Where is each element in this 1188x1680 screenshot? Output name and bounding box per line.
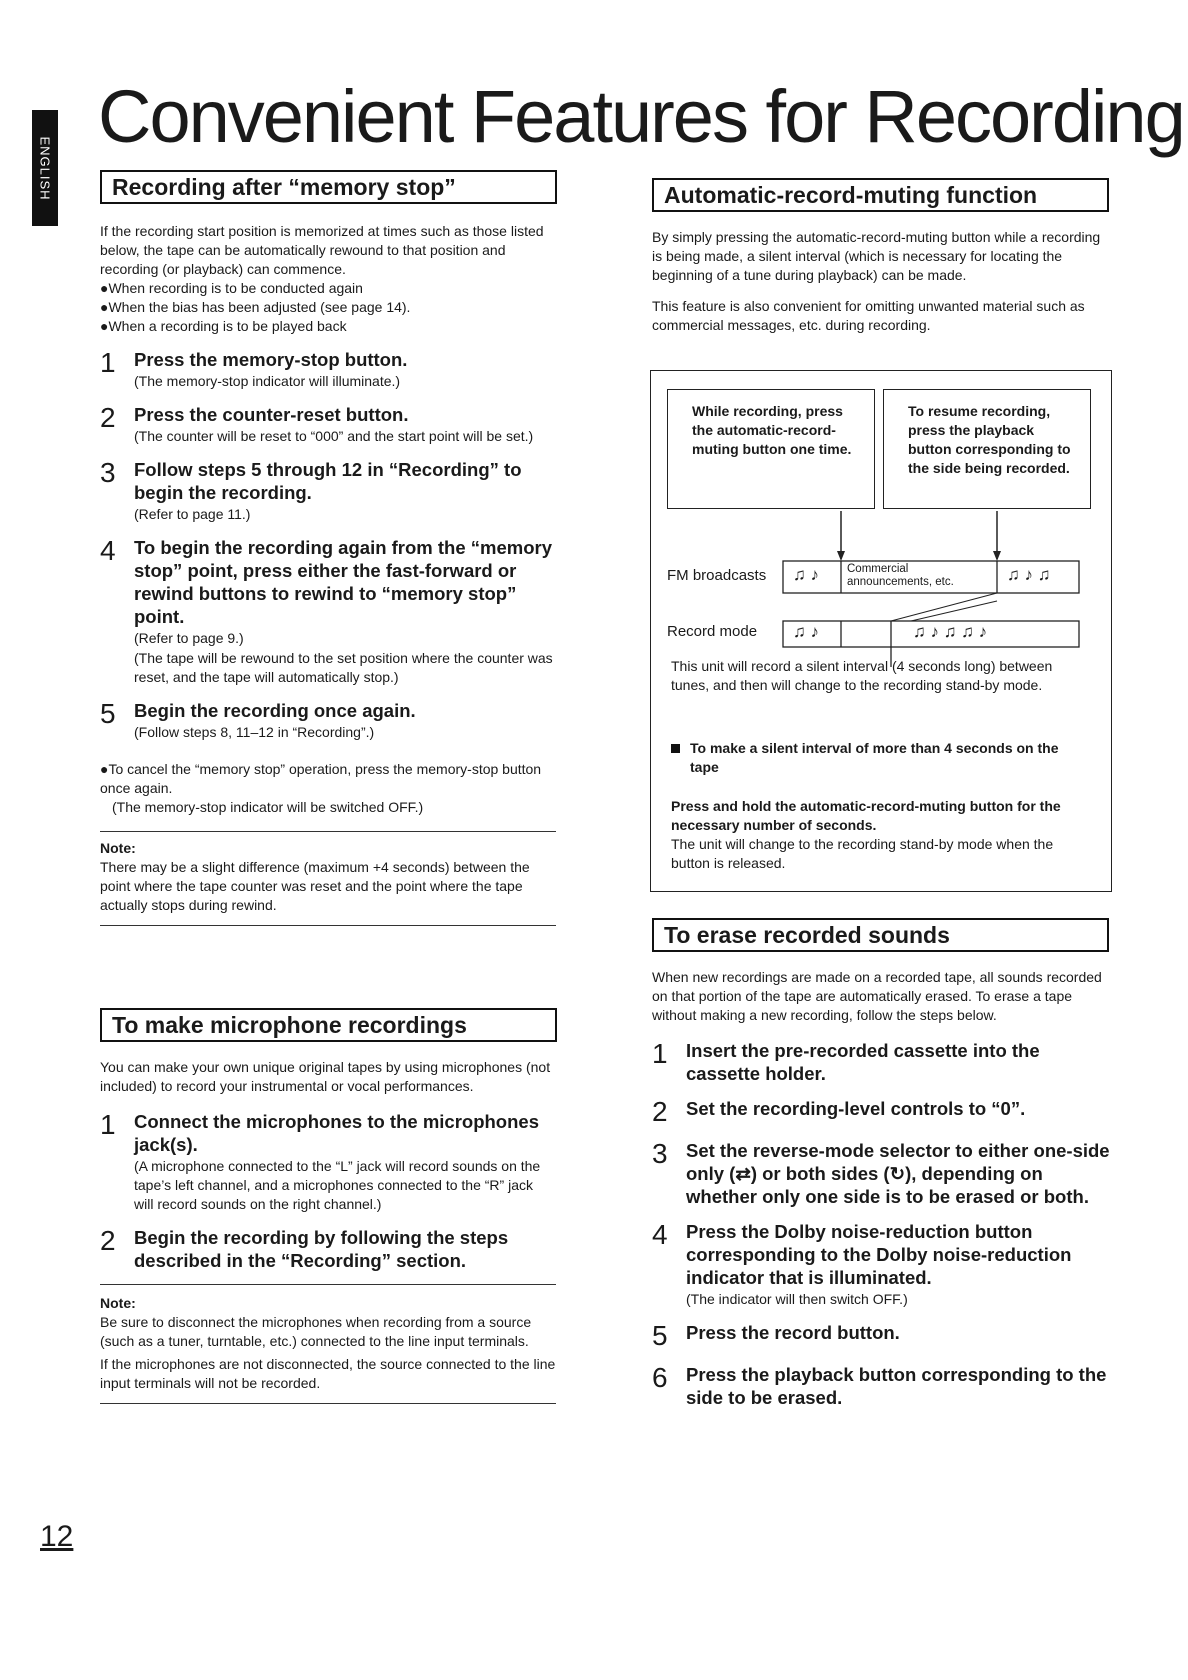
diagram-caption: This unit will record a silent interval (4 seconds long) between tunes, and then will change to the recording stand-by mode.	[671, 658, 1053, 693]
step-detail: (The counter will be reset to “000” and the start point will be set.)	[134, 428, 534, 444]
note-text: If the microphones are not disconnected, the source connected to the line input terminals will not be recorded.	[100, 1356, 556, 1391]
note-text: Be sure to disconnect the microphones when recording from a source (such as a tuner, turntable, etc.) connected to the line input terminals.	[100, 1314, 532, 1349]
muting-diagram-panel	[650, 370, 1112, 892]
microphone-heading: To make microphone recordings	[100, 1008, 557, 1042]
muting-intro: By simply pressing the automatic-record-muting button while a recording is being made, a silent interval (which is necessary for locating the beginning of a tune during playback) can be made.	[652, 229, 1101, 283]
silent-interval-block	[671, 739, 1091, 873]
language-tab	[32, 110, 58, 226]
microphone-step-2	[100, 1226, 556, 1272]
step-number: 3	[100, 457, 116, 488]
language-tab-label: ENGLISH	[37, 135, 53, 201]
step-detail: (Refer to page 11.)	[134, 506, 251, 522]
step-number: 1	[100, 1109, 116, 1140]
square-bullet-icon	[671, 744, 680, 753]
memory-stop-bullet: ●When the bias has been adjusted (see page 14).	[100, 299, 411, 315]
memory-stop-cancel: ●To cancel the “memory stop” operation, press the memory-stop button once again.	[100, 761, 542, 796]
memory-stop-bullet: ●When a recording is to be played back	[100, 318, 347, 334]
microphone-intro: You can make your own unique original tapes by using microphones (not included) to record your instrumental or vocal performances.	[100, 1059, 551, 1094]
step-heading: Press the counter-reset button.	[134, 404, 409, 425]
microphone-step-1	[100, 1110, 556, 1214]
step-number: 1	[652, 1038, 668, 1069]
arrow-head	[993, 551, 1001, 561]
memory-stop-intro: If the recording start position is memorized at times such as those listed below, the tape can be automatically rewound to that position and recording (or playback) can commence.	[100, 223, 544, 277]
silent-interval-instruction: Press and hold the automatic-record-muting button for the necessary number of seconds.	[671, 798, 1061, 833]
instruction-box-right: To resume recording, press the playback button corresponding to the side being recorded.	[883, 389, 1091, 509]
step-number: 4	[100, 535, 116, 566]
muting-intro: This feature is also convenient for omitting unwanted material such as commercial messages, etc. during recording.	[652, 298, 1085, 333]
step-heading: Insert the pre-recorded cassette into the cassette holder.	[686, 1040, 1040, 1084]
divider	[100, 1284, 556, 1285]
step-heading: Press the record button.	[686, 1322, 900, 1343]
memory-stop-section	[100, 170, 556, 926]
divider	[100, 925, 556, 926]
step-heading: Begin the recording once again.	[134, 700, 416, 721]
erase-step-2	[652, 1097, 1112, 1127]
erase-step-6	[652, 1363, 1112, 1409]
memory-stop-step-5	[100, 699, 556, 742]
record-notes-before: ♫ ♪	[793, 622, 819, 641]
fm-broadcasts-label: FM broadcasts	[667, 567, 767, 584]
step-heading: Press the Dolby noise-reduction button corresponding to the Dolby noise-reduction indicator that is illuminated.	[686, 1221, 1072, 1288]
erase-heading: To erase recorded sounds	[652, 918, 1109, 952]
step-detail: (The tape will be rewound to the set position where the counter was reset, and the tape will automatically stop.)	[134, 650, 553, 685]
silent-interval-detail: The unit will change to the recording stand-by mode when the button is released.	[671, 836, 1054, 871]
step-number: 3	[652, 1138, 668, 1169]
erase-step-3	[652, 1139, 1112, 1208]
silent-interval-title: To make a silent interval of more than 4 seconds on the tape	[690, 740, 1059, 775]
step-detail: (The memory-stop indicator will illuminate.)	[134, 373, 401, 389]
step-detail: (The indicator will then switch OFF.)	[686, 1291, 908, 1307]
erase-step-4	[652, 1220, 1112, 1309]
memory-stop-step-3	[100, 458, 556, 524]
step-number: 6	[652, 1362, 668, 1393]
step-number: 1	[100, 347, 116, 378]
step-number: 5	[652, 1320, 668, 1351]
note-title: Note:	[100, 840, 136, 856]
step-heading: Connect the microphones to the microphones jack(s).	[134, 1111, 539, 1155]
memory-stop-step-1	[100, 348, 556, 391]
shift-line	[891, 593, 997, 621]
arrow-head	[837, 551, 845, 561]
step-number: 4	[652, 1219, 668, 1250]
muting-section	[652, 178, 1112, 335]
fm-notes-before: ♫ ♪	[793, 565, 819, 584]
muting-heading: Automatic-record-muting function	[652, 178, 1109, 212]
erase-step-5	[652, 1321, 1112, 1351]
step-heading: Follow steps 5 through 12 in “Recording” to begin the recording.	[134, 459, 522, 503]
step-number: 2	[100, 1225, 116, 1256]
step-heading: Begin the recording by following the steps described in the “Recording” section.	[134, 1227, 509, 1271]
step-heading: Press the playback button corresponding to the side to be erased.	[686, 1364, 1107, 1408]
page-title: Convenient Features for Recording	[98, 75, 1184, 158]
step-heading: Set the reverse-mode selector to either one-side only (⇄) or both sides (↻), depending on whether only one side is to be erased or both.	[686, 1140, 1110, 1207]
memory-stop-cancel-detail: (The memory-stop indicator will be switched OFF.)	[112, 799, 424, 815]
commercial-label: Commercial announcements, etc.	[847, 563, 954, 588]
step-detail: (A microphone connected to the “L” jack will record sounds on the tape’s left channel, and a microphones connected to the “R” jack will record sounds on the right channel.)	[134, 1158, 541, 1212]
page-number: 12	[40, 1520, 74, 1553]
step-number: 2	[652, 1096, 668, 1127]
step-detail: (Follow steps 8, 11–12 in “Recording”.)	[134, 724, 375, 740]
divider	[100, 831, 556, 832]
record-mode-label: Record mode	[667, 623, 758, 640]
step-heading: To begin the recording again from the “memory stop” point, press either the fast-forward or rewind buttons to rewind to “memory stop” point.	[134, 537, 553, 627]
memory-stop-step-2	[100, 403, 556, 446]
erase-intro: When new recordings are made on a recorded tape, all sounds recorded on that portion of the tape are automatically erased. To erase a tape without making a new recording, follow the steps below.	[652, 969, 1102, 1023]
memory-stop-step-4	[100, 536, 556, 687]
step-detail: (Refer to page 9.)	[134, 630, 244, 646]
memory-stop-heading: Recording after “memory stop”	[100, 170, 557, 204]
memory-stop-bullet: ●When recording is to be conducted again	[100, 280, 363, 296]
erase-section	[652, 918, 1112, 1409]
record-notes-after: ♫ ♪ ♫ ♫ ♪	[913, 622, 988, 641]
note-title: Note:	[100, 1295, 136, 1311]
step-heading: Set the recording-level controls to “0”.	[686, 1098, 1026, 1119]
fm-notes-after: ♫ ♪ ♫	[1007, 565, 1051, 584]
erase-step-1	[652, 1039, 1112, 1085]
step-number: 2	[100, 402, 116, 433]
step-number: 5	[100, 698, 116, 729]
microphone-section	[100, 1008, 556, 1404]
instruction-box-left: While recording, press the automatic-record-muting button one time.	[667, 389, 875, 509]
divider	[100, 1403, 556, 1404]
note-text: There may be a slight difference (maximum +4 seconds) between the point where the tape counter was reset and the point where the tape actually stops during rewind.	[100, 859, 530, 913]
step-heading: Press the memory-stop button.	[134, 349, 408, 370]
